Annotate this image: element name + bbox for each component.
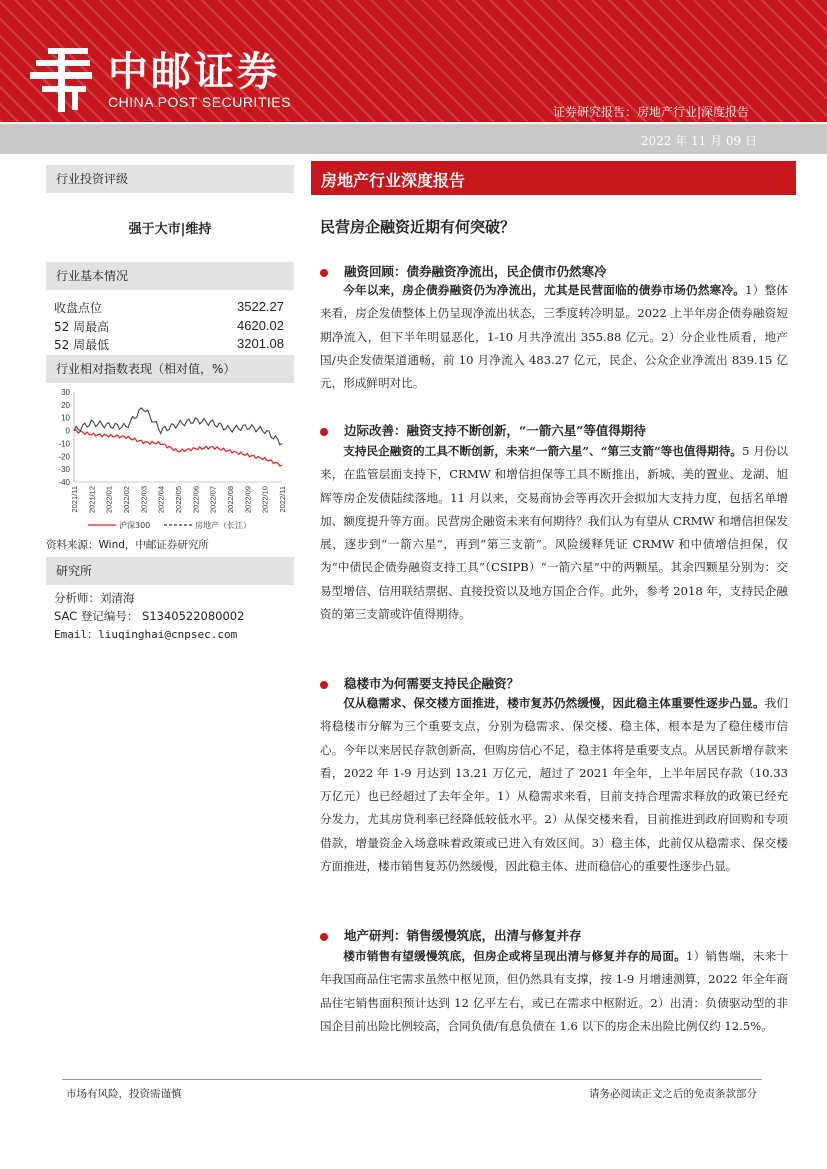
basic-value: 3201.08 bbox=[237, 336, 284, 351]
basic-row bbox=[54, 318, 284, 335]
analyst-name: 分析师：刘清海 bbox=[54, 591, 135, 605]
bullet-icon bbox=[320, 681, 328, 689]
x-tick-label: 2021/12 bbox=[87, 486, 97, 514]
institute-label: 研究所 bbox=[46, 557, 294, 585]
basic-key: 52 周最低 bbox=[54, 338, 110, 352]
x-tick-label: 2022/07 bbox=[208, 486, 218, 514]
report-type: 证券研究报告：房地产行业|深度报告 bbox=[552, 105, 749, 119]
analyst-email[interactable]: Email：liuqinghai@cnpsec.com bbox=[54, 628, 238, 641]
x-tick-label: 2022/09 bbox=[243, 486, 253, 514]
x-tick-label: 2022/01 bbox=[104, 486, 114, 514]
section-heading bbox=[320, 421, 646, 439]
report-title: 民营房企融资近期有何突破？ bbox=[320, 218, 516, 236]
company-name-en: CHINA POST SECURITIES bbox=[108, 94, 291, 110]
section-lead: 支持民企融资的工具不断创新，未来“一箭六星”、“第三支箭”等也值得期待。 bbox=[343, 444, 743, 458]
section-body: 5 月份以来，在监管层面支持下，CRMW 和增信担保等工具不断推出，新城、美的置业、龙湖、旭辉等房企发债陆续落地。11 月以来，交易商协会等再次开会拟加大支持力度，包括名单增加、额度提升等方面。民营房企融资未来有何期待？我们认为有望从 CRMW 和增信担保发展，逐步到“一箭六星”，再到“第三支箭”。风险缓释凭证 CRMW 和中债增信担保，仅为“中债民企债券融资支持工具”（CSIPB）“一箭六星”中的两颗星。其余四颗星分别为：交易型增信、信用联结票据、直接投资以及地方国企合作。此外，参考 2018 年，支持民企融资的第三支箭或许值得期待。 bbox=[320, 444, 789, 622]
x-tick-label: 2022/06 bbox=[191, 486, 201, 514]
section-paragraph bbox=[320, 279, 788, 395]
x-tick-label: 2021/11 bbox=[70, 486, 79, 513]
category-title-bar bbox=[311, 161, 796, 195]
legend-label-hs300: 沪深300 bbox=[119, 521, 151, 530]
rating-value: 强于大市|维持 bbox=[128, 222, 212, 237]
section-lead: 今年以来，房企债券融资仍为净流出，尤其是民营面临的债券市场仍然寒冷。 bbox=[343, 283, 746, 297]
basic-value: 4620.02 bbox=[237, 318, 284, 333]
bullet-icon bbox=[320, 269, 328, 277]
basic-label: 行业基本情况 bbox=[46, 262, 294, 290]
series-line-real-estate bbox=[74, 408, 282, 445]
category-title: 房地产行业深度报告 bbox=[321, 171, 466, 190]
basic-row bbox=[54, 336, 284, 353]
footer-risk: 市场有风险，投资需谨慎 bbox=[66, 1088, 182, 1100]
legend-label-real-estate: 房地产（长江） bbox=[195, 521, 251, 530]
rating-label: 行业投资评级 bbox=[46, 165, 294, 193]
sac-number: SAC 登记编号： S1340522080002 bbox=[54, 609, 245, 623]
x-tick-label: 2022/05 bbox=[174, 486, 183, 514]
logo-icon bbox=[28, 46, 98, 116]
y-tick-label: -40 bbox=[58, 478, 70, 487]
y-tick-label: 0 bbox=[65, 426, 70, 436]
series-line-hs300 bbox=[74, 430, 282, 466]
section-heading bbox=[320, 674, 519, 692]
x-tick-label: 2022/03 bbox=[139, 486, 149, 514]
company-name-cn: 中邮证券 bbox=[108, 49, 280, 95]
x-tick-label: 2022/11 bbox=[278, 486, 287, 513]
header-banner bbox=[0, 0, 827, 122]
y-tick-label: -20 bbox=[58, 452, 70, 462]
section-paragraph bbox=[320, 945, 788, 1038]
section-lead: 仅从稳需求、保交楼方面推进，楼市复苏仍然缓慢，因此稳主体重要性逐步凸显。 bbox=[343, 696, 765, 710]
relative-index-chart bbox=[46, 386, 294, 536]
section-body: 1）整体来看，房企发债整体上仍呈现净流出状态，三季度转冷明显。2022 上半年房企债券融资短期净流入，但下半年明显恶化，1-10 月共净流出 355.88 亿元。2）分企业性质看，地产国/央企发债渠道通畅，前 10 月净流入 483.27 亿元，民企、公众企业净流出 839.15 亿元，形成鲜明对比。 bbox=[320, 283, 788, 391]
section-lead: 楼市销售有望缓慢筑底，但房企或将呈现出清与修复并存的局面。 bbox=[343, 949, 687, 963]
y-tick-label: -30 bbox=[58, 465, 70, 475]
section-heading bbox=[320, 926, 582, 944]
basic-value: 3522.27 bbox=[237, 299, 284, 314]
section-heading-text: 稳楼市为何需要支持民企融资？ bbox=[344, 676, 520, 691]
basic-row bbox=[54, 299, 284, 316]
section-body: 我们将稳楼市分解为三个重要支点，分别为稳需求、保交楼、稳主体，根本是为了稳住楼市信心。今年以来居民存款创新高，但购房信心不足，稳主体将是重要支点。从居民新增存款来看，2022 年 1-9 月达到 13.21 万亿元，超过了 2021 年全年，上半年居民存款（10.33 万亿元）也已经超过了去年全年。1）从稳需求来看，目前支持合理需求释放的政策已经充分发力，尤其房贷利率已经降低较低水平。2）从保交楼来看，目前推进到政府回购和专项借款，增量资金入场意味着政策或已进入有效区间。3）稳主体，此前仅从稳需求、保交楼方面推进，楼市销售复苏仍然缓慢，因此稳主体、进而稳信心的重要性逐步凸显。 bbox=[320, 696, 788, 874]
section-heading-text: 边际改善：融资支持不断创新，“一箭六星”等值得期待 bbox=[344, 423, 646, 438]
x-tick-label: 2022/02 bbox=[122, 486, 131, 514]
x-tick-label: 2022/08 bbox=[226, 486, 235, 514]
report-date: 2022 年 11 月 09 日 bbox=[640, 134, 757, 148]
y-tick-label: 30 bbox=[61, 388, 70, 397]
section-paragraph bbox=[320, 440, 788, 626]
section-heading-text: 地产研判：销售缓慢筑底，出清与修复并存 bbox=[344, 928, 582, 943]
chart-source: 资料来源：Wind，中邮证券研究所 bbox=[46, 539, 209, 551]
x-tick-label: 2022/10 bbox=[260, 486, 270, 514]
bullet-icon bbox=[320, 933, 328, 941]
basic-key: 收盘点位 bbox=[54, 301, 103, 315]
y-tick-label: 10 bbox=[61, 413, 70, 423]
section-body: 1）销售端，未来十年我国商品住宅需求虽然中枢见顶，但仍然具有支撑，按 1-9 月增速测算，2022 年全年商品住宅销售面积预计达到 12 亿平左右，或已在需求中枢附近。2）出清：负债驱动型的非国企目前出险比例较高，合同负债/有息负债在 1.6 以下的房企未出险比例仅约 12.5%。 bbox=[320, 949, 788, 1033]
footer-disclaimer: 请务必阅读正文之后的免责条款部分 bbox=[589, 1088, 757, 1100]
y-tick-label: 20 bbox=[61, 400, 70, 410]
x-tick-label: 2022/04 bbox=[156, 486, 166, 514]
bullet-icon bbox=[320, 428, 328, 436]
y-tick-label: -10 bbox=[58, 439, 70, 449]
section-heading-text: 融资回顾：债券融资净流出，民企债市仍然寒冷 bbox=[344, 264, 607, 279]
basic-key: 52 周最高 bbox=[54, 320, 110, 334]
footer-rule bbox=[62, 1079, 762, 1080]
chart-title: 行业相对指数表现（相对值，%） bbox=[46, 355, 294, 383]
section-heading bbox=[320, 262, 607, 280]
